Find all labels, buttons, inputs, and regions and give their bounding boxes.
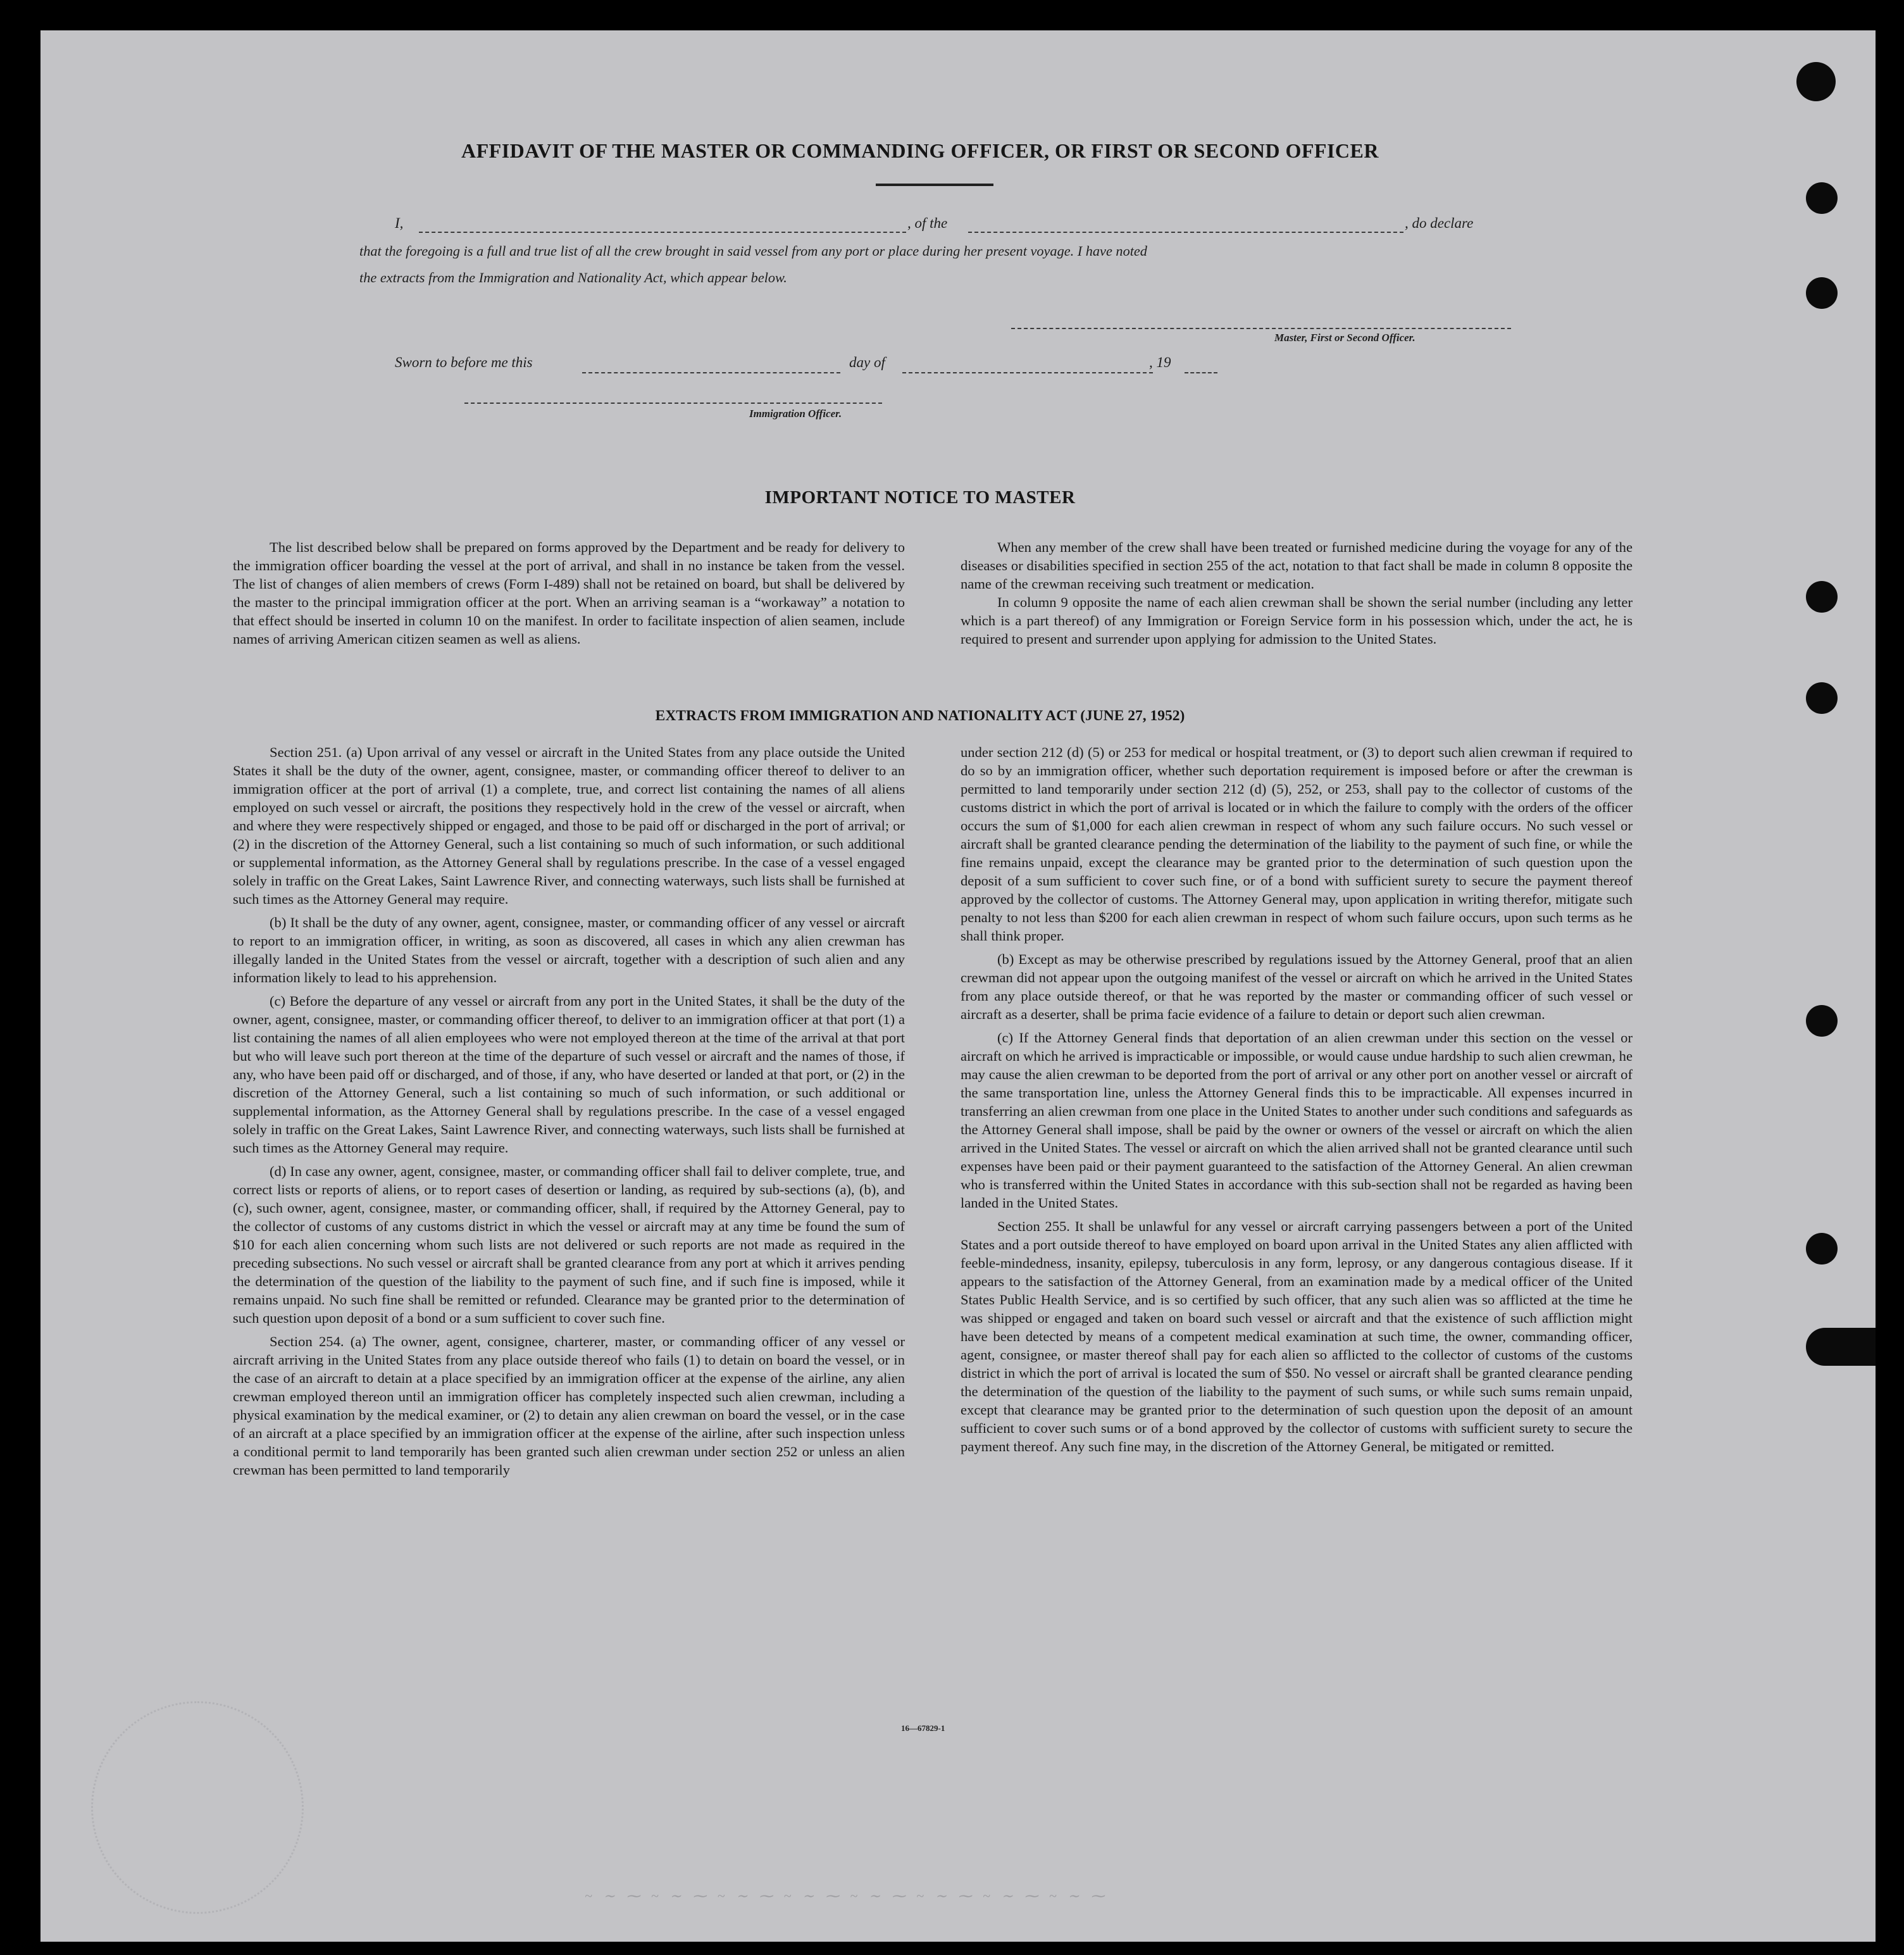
punch-hole-4 [1806, 581, 1838, 613]
affidavit-of-the-label: , of the [907, 215, 948, 231]
day-of-label: day of [849, 354, 885, 370]
master-signature-line[interactable] [1011, 328, 1511, 329]
extract-paragraph: (b) Except as may be otherwise prescribed by regulations issued by the Attorney General, proof that an alien crewman did not appear upon the outgoing manifest of the vessel or aircraft on which he arrived in the United States from any place outside thereof, or that he was reported by the master or commanding officer of such vessel or aircraft as a deserter, shall be prima facie evidence of a failure to detain or deport such alien crewman. [961, 951, 1633, 1022]
punch-hole-3 [1806, 277, 1838, 309]
year-field-line[interactable] [1185, 372, 1217, 373]
extract-paragraph: Section 254. (a) The owner, agent, consignee, charterer, master, or commanding officer of any vessel or aircraft arriving in the United States from any place outside thereof who fails (1) to detain on board the vessel, or in the case of an aircraft to detain at a place specified by an immigration officer at the expense of the airline, any alien crewman employed thereon until an immigration officer has completely inspected such alien crewman, including a physical examination by the medical examiner, or (2) to detain any alien crewman on board the vessel, or in the case of an aircraft at a place specified by an immigration officer at the expense of the airline, after such inspection unless a conditional permit to land temporarily has been granted such alien crewman under section 252 or unless an alien crewman has been permitted to land temporarily [233, 1334, 905, 1478]
affidavit-declare-label: , do declare [1405, 215, 1474, 231]
document-page [40, 30, 1876, 1942]
affidavit-title: AFFIDAVIT OF THE MASTER OR COMMANDING OFFICER, OR FIRST OR SECOND OFFICER [461, 139, 1379, 162]
sworn-day-line[interactable] [582, 372, 840, 373]
affidavit-line-2: that the foregoing is a full and true list of all the crew brought in said vessel from any port or place during her present voyage. I have noted [359, 243, 1147, 259]
notice-left-column [233, 538, 905, 653]
sworn-label: Sworn to before me this [395, 354, 533, 370]
notice-left-paragraph: The list described below shall be prepared on forms approved by the Department and be ready for delivery to the immigration officer boarding the vessel at the port of arrival, and shall in no instance be taken from the vessel. The list of changes of alien members of crews (Form I-489) shall not be retained on board, but shall be delivered by the master to the principal immigration officer at the port. When an arriving seaman is a “workaway” a notation to that effect should be inserted in column 10 on the manifest. In order to facilitate inspection of alien seamen, include names of arriving American citizen seamen as well as aliens. [233, 539, 905, 647]
master-signature-label: Master, First or Second Officer. [1274, 332, 1416, 344]
extract-paragraph: Section 255. It shall be unlawful for any vessel or aircraft carrying passengers between a port of the United States and a port outside thereof to have employed on board upon arrival in the United States any alien afflicted with feeble-mindedness, insanity, epilepsy, tuberculosis in any form, leprosy, or any dangerous contagious disease. If it appears to the satisfaction of the Attorney General, from an examination made by a medical officer of the United States Public Health Service, and is so certified by such officer, that any such alien was so afflicted at the time he was shipped or engaged and taken on board such vessel or aircraft and that the existence of such affliction might have been detected by means of a competent medical examination at such time, the owner, commanding officer, agent, consignee, or master thereof shall pay for each alien so afflicted to the collector of customs of the customs district in which the port of arrival is located the sum of $50. No vessel or aircraft shall be granted clearance pending the determination of the question of the liability to the payment of such sums, or while such sums remain unpaid, except that clearance may be granted prior to the determination of such question upon the deposit of an amount sufficient to cover such sums or of a bond approved by the collector of customs with sufficient surety to secure the payment thereof. Any such fine may, in the discretion of the Attorney General, be mitigated or remitted. [961, 1218, 1633, 1454]
notice-right-column [961, 538, 1633, 653]
affidavit-line-3: the extracts from the Immigration and Nationality Act, which appear below. [359, 270, 787, 285]
extract-paragraph: under section 212 (d) (5) or 253 for medical or hospital treatment, or (3) to deport such alien crewman if required to do so by an immigration officer, whether such deportation requirement is imposed before or after the crewman is permitted to land temporarily under section 212 (d) (5), 252, or 253, shall pay to the collector of customs of the customs district in which the port of arrival is located or in which the failure to comply with the orders of the officer occurs the sum of $1,000 for each alien crewman in respect of whom any such failure occurs. No such vessel or aircraft shall be granted clearance pending the determination of the liability to the payment of such fine, or while the fine remains unpaid, except the clearance may be granted prior to the determination of such question upon the deposit of a sum sufficient to cover such fine, or of a bond with sufficient surety to secure the payment thereof approved by the collector of customs. The Attorney General may, upon application in writing therefor, mitigate such penalty to not less than $200 for each alien crewman in respect of whom such failure occurs, upon such terms as he shall think proper. [961, 744, 1633, 944]
extract-paragraph: Section 251. (a) Upon arrival of any vessel or aircraft in the United States from any place outside the United States it shall be the duty of the owner, agent, consignee, master, or commanding officer thereof to deliver to an immigration officer at the port of arrival (1) a complete, true, and correct list containing the names of all aliens employed on such vessel or aircraft, the positions they respectively hold in the crew of the vessel or aircraft, when and where they were respectively shipped or engaged, and those to be paid off or discharged in the port of arrival; or (2) in the discretion of the Attorney General, such a list containing so much of such information, or such additional or supplemental information, as the Attorney General shall by regulations prescribe. In the case of a vessel engaged solely in traffic on the Great Lakes, Saint Lawrence River, and connecting waterways, such lists shall be furnished at such times as the Attorney General may require. [233, 744, 905, 907]
punch-hole-6 [1806, 1005, 1838, 1037]
name-field-line[interactable] [419, 232, 906, 233]
extract-paragraph: (c) If the Attorney General finds that deportation of an alien crewman under this section on the vessel or aircraft on which he arrived is impracticable or impossible, or would cause undue hardship to such alien crewman, he may cause the alien crewman to be deported from the port of arrival or any other port on another vessel or aircraft of the same transportation line, unless the Attorney General finds this to be impracticable. All expenses incurred in transferring an alien crewman from one place in the United States to another under such conditions and safeguards as the Attorney General shall impose, shall be paid by the owner or owners of the vessel or aircraft on which the alien arrived in the United States. The vessel or aircraft on which the alien arrived shall not be granted clearance until such expenses have been paid or their payment guaranteed to the satisfaction of the Attorney General. An alien crewman who is transferred within the United States in accordance with this sub-section shall not be regarded as having been landed in the United States. [961, 1030, 1633, 1211]
punch-hole-2 [1806, 182, 1838, 214]
punch-hole-7 [1806, 1233, 1838, 1265]
punch-hole-5 [1806, 682, 1838, 714]
sworn-month-line[interactable] [902, 372, 1153, 373]
vessel-field-line[interactable] [968, 232, 1403, 233]
immigration-officer-line[interactable] [464, 403, 882, 404]
extracts-title: EXTRACTS FROM IMMIGRATION AND NATIONALITY ACT (JUNE 27, 1952) [655, 708, 1185, 724]
notice-right-paragraph-1: When any member of the crew shall have been treated or furnished medicine during the voyage for any of the diseases or disabilities specified in section 255 of the act, notation to that fact shall be made in column 8 opposite the name of the crewman receiving such treatment or medication. [961, 539, 1633, 592]
extracts-right-column [961, 743, 1633, 1461]
notice-title: IMPORTANT NOTICE TO MASTER [764, 487, 1076, 508]
faint-seal-mark [91, 1701, 304, 1914]
title-underline [876, 184, 993, 186]
extract-paragraph: (b) It shall be the duty of any owner, agent, consignee, master, or commanding officer of any vessel or aircraft to report to an immigration officer, in writing, as soon as discovered, all cases in which any alien crewman has illegally landed in the United States from the vessel or aircraft, together with a description of such alien and any information likely to lead to his apprehension. [233, 915, 905, 985]
form-code: 16—67829-1 [901, 1723, 945, 1733]
punch-hole-1 [1796, 62, 1836, 101]
extract-paragraph: (d) In case any owner, agent, consignee, master, or commanding officer shall fail to deliver complete, true, and correct lists or reports of aliens, or to report cases of desertion or landing, as required by sub-sections (a), (b), and (c), such owner, agent, consignee, master, or commanding officer, shall, if required by the Attorney General, pay to the collector of customs of any customs district in which the vessel or aircraft may at any time be found the sum of $10 for each alien concerning whom such lists are not delivered or such reports are not made as required in the preceding subsections. No such vessel or aircraft shall be granted clearance from any port at which it arrives pending the determination of the question of the liability to the payment of such fine, and if such fine is imposed, while it remains unpaid. No such fine shall be remitted or refunded. Clearance may be granted prior to the determination of such question upon deposit of a bond or a sum sufficient to cover such fine. [233, 1163, 905, 1326]
extracts-left-column [233, 743, 905, 1484]
affidavit-i-label: I, [395, 215, 404, 231]
year-label: , 19 [1149, 354, 1171, 370]
edge-damage-mark [1806, 1328, 1876, 1366]
immigration-officer-label: Immigration Officer. [749, 408, 842, 420]
extract-paragraph: (c) Before the departure of any vessel or aircraft from any port in the United States, it shall be the duty of the owner, agent, consignee, master, or commanding officer thereof, to deliver to an immigration officer at that port (1) a list containing the names of all alien employees who were not employed thereon at the time of the arrival at that port but who will leave such port thereon at the time of the departure of such vessel or aircraft and the names of those, if any, who have been paid off or discharged, and of those, if any, who have deserted or landed at that port, or (2) in the discretion of the Attorney General, such a list containing so much of such information, or such additional or supplemental information, as the Attorney General shall by regulations prescribe. In the case of a vessel engaged solely in traffic on the Great Lakes, Saint Lawrence River, and connecting waterways, such lists shall be furnished at such times as the Attorney General may require. [233, 993, 905, 1156]
faint-handwriting-mark: ~ ∼ ⁓ ~ ∼ ⁓ ~ ∼ ⁓ ~ ∼ ⁓ ~ ∼ ⁓ ~ ∼ ⁓ ~ ∼ ⁓ ~ ∼ ⁓ [585, 1888, 1109, 1904]
notice-right-paragraph-2: In column 9 opposite the name of each alien crewman shall be shown the serial number (including any letter which is a part thereof) of any Immigration or Foreign Service form in his possession which, under the act, he is required to present and surrender upon applying for admission to the United States. [961, 594, 1633, 647]
